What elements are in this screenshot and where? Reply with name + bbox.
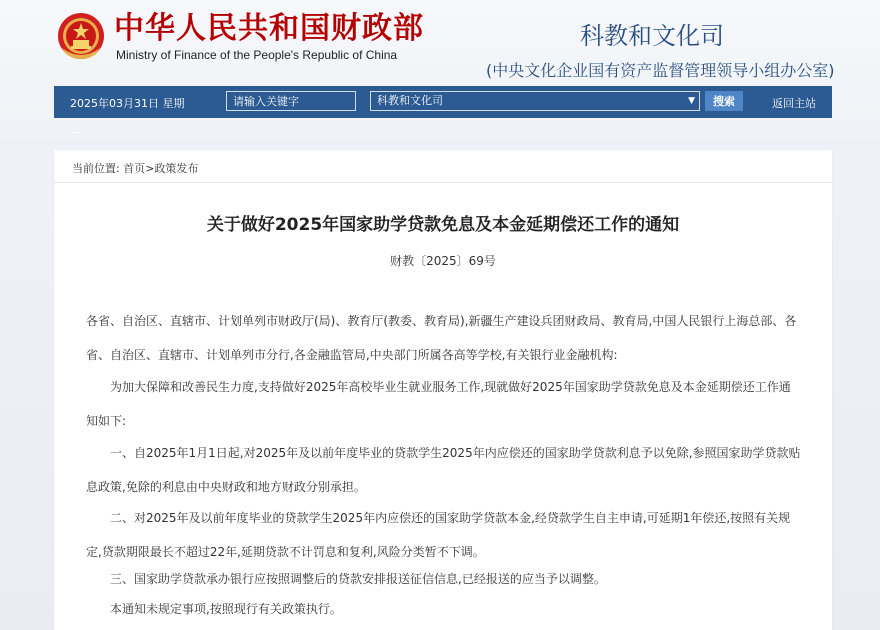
article-paragraph: 为加大保障和改善民生力度,支持做好2025年高校毕业生就业服务工作,现就做好2025年国家助学贷款免息及本金延期偿还工作通知如下:	[86, 380, 791, 428]
breadcrumb-home-link[interactable]: 首页	[123, 162, 146, 175]
article-paragraph: 二、对2025年及以前年度毕业的贷款学生2025年内应偿还的国家助学贷款本金,经贷款学生自主申请,可延期1年偿还,按照有关规定,贷款期限最长不超过22年,延期贷款不计罚息和复利,风险分类暂不下调。	[86, 511, 791, 559]
article-paragraph: 一、自2025年1月1日起,对2025年及以前年度毕业的贷款学生2025年内应偿还的国家助学贷款利息予以免除,参照国家助学贷款贴息政策,免除的利息由中央财政和地方财政分别承担。	[86, 446, 801, 494]
article-panel	[54, 150, 832, 630]
department-subtitle: (中央文化企业国有资产监督管理领导小组办公室)	[486, 61, 835, 80]
article-paragraph: 三、国家助学贷款承办银行应按照调整后的贷款安排报送征信信息,已经报送的应当予以调整。	[110, 572, 606, 586]
breadcrumb-divider	[54, 182, 832, 183]
department-title: 科教和文化司	[580, 22, 724, 50]
breadcrumb-separator: >	[145, 162, 155, 175]
chevron-down-icon: ▼	[688, 96, 695, 106]
national-emblem-icon[interactable]	[56, 10, 106, 62]
return-home-link[interactable]: 返回主站	[772, 97, 816, 110]
site-header	[0, 0, 880, 86]
site-title-en[interactable]: Ministry of Finance of the People's Republic of China	[116, 48, 398, 62]
search-input[interactable]	[226, 91, 356, 111]
site-title-cn[interactable]: 中华人民共和国财政部	[114, 11, 424, 46]
document-number: 财教〔2025〕69号	[390, 254, 496, 268]
current-date: 2025年03月31日 星期	[70, 97, 185, 110]
breadcrumb-label: 当前位置:	[72, 162, 120, 175]
department-select-value: 科教和文化司	[377, 94, 443, 107]
divider	[70, 132, 78, 133]
article-paragraph: 各省、自治区、直辖市、计划单列市财政厅(局)、教育厅(教委、教育局),新疆生产建设兵团财政局、教育局,中国人民银行上海总部、各省、自治区、直辖市、计划单列市分行,各金融监管局,中央部门所属各高等学校,有关银行业金融机构:	[86, 314, 797, 362]
article-title: 关于做好2025年国家助学贷款免息及本金延期偿还工作的通知	[206, 215, 680, 235]
breadcrumb	[72, 160, 198, 176]
breadcrumb-section-link[interactable]: 政策发布	[154, 162, 199, 175]
search-button[interactable]: 搜索	[705, 91, 743, 111]
department-select[interactable]	[370, 91, 700, 111]
navigation-bar	[54, 86, 832, 118]
article-paragraph: 本通知未规定事项,按照现行有关政策执行。	[110, 602, 342, 616]
